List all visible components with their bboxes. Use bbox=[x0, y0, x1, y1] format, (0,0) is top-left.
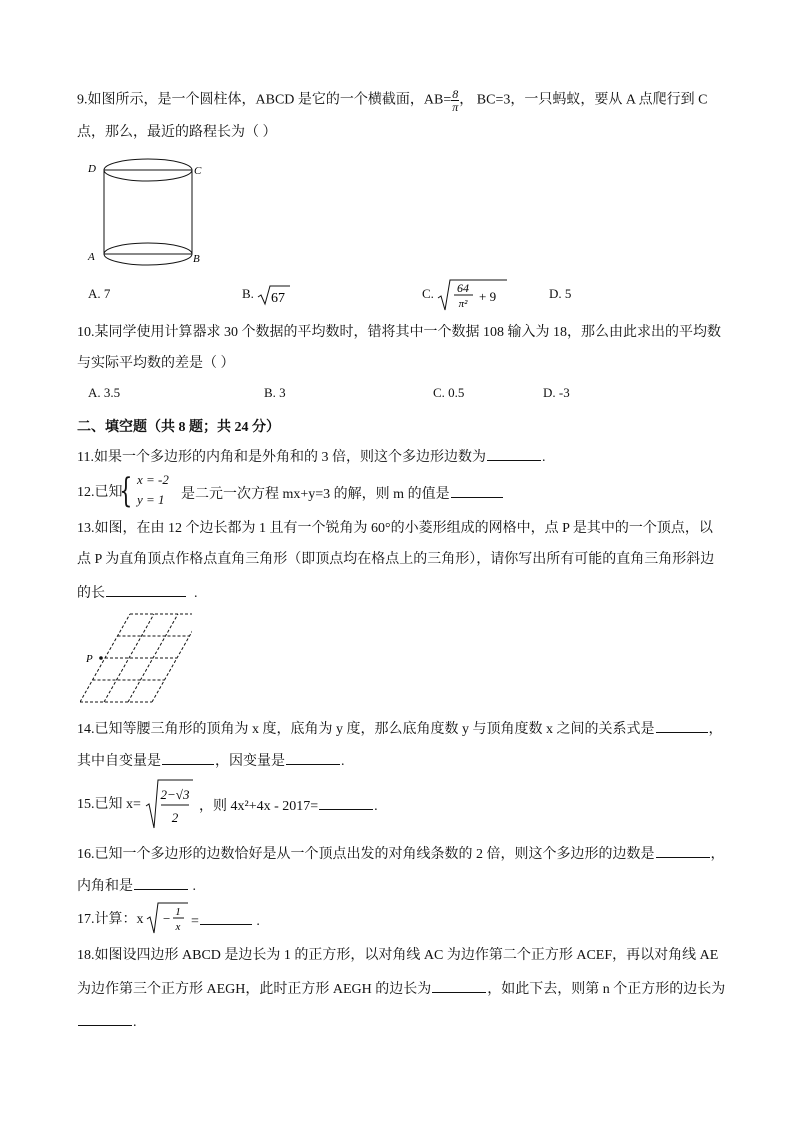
q16-line2-end: . bbox=[192, 879, 196, 894]
q17-radical bbox=[146, 901, 190, 935]
label-P: P bbox=[86, 653, 93, 665]
q17-blank bbox=[200, 910, 252, 925]
q18-line3 bbox=[77, 1011, 137, 1033]
q18-blank-nth bbox=[78, 1011, 132, 1026]
q10-option-b: B. 3 bbox=[264, 385, 286, 400]
label-B: B bbox=[193, 253, 200, 265]
q15-blank bbox=[319, 795, 373, 810]
q12-eq2: y = 1 bbox=[137, 492, 165, 507]
q15-radical bbox=[145, 778, 195, 830]
q18-line1: 18.如图设四边形 ABCD 是边长为 1 的正方形，以对角线 AC 为边作第二个正方形 ACEF，再以对角线 AE bbox=[77, 948, 719, 963]
point-P-dot bbox=[99, 656, 103, 660]
q16-line1 bbox=[77, 843, 725, 865]
svg-text:2: 2 bbox=[171, 810, 179, 825]
cylinder-bottom-front bbox=[104, 254, 192, 265]
q17-prefix: 17.计算：x bbox=[77, 912, 144, 927]
label-D: D bbox=[88, 163, 96, 175]
label-A: A bbox=[88, 251, 95, 263]
cylinder-bottom-back bbox=[104, 243, 192, 254]
q13-end: . bbox=[194, 586, 198, 601]
q9-option-c-prefix: C. bbox=[422, 285, 434, 301]
q14-text: 14.已知等腰三角形的顶角为 x 度，底角为 y 度，那么底角度数 y 与顶角度数 x 之间的关系式是 bbox=[77, 722, 655, 737]
cylinder-figure bbox=[84, 150, 214, 270]
q17-equals: = bbox=[191, 914, 199, 929]
q10-option-c: C. 0.5 bbox=[433, 385, 465, 400]
q14-blank-independent bbox=[162, 750, 214, 765]
q16-line2 bbox=[77, 875, 196, 897]
q9-ab-den: π bbox=[452, 100, 459, 114]
q11-end: . bbox=[541, 450, 546, 465]
svg-text:2−√3: 2−√3 bbox=[160, 787, 190, 802]
q14-line2-end: . bbox=[341, 754, 345, 769]
q14-blank-dependent bbox=[286, 750, 340, 765]
q13-line3 bbox=[77, 582, 198, 604]
q12-system bbox=[121, 470, 181, 514]
q14-line1 bbox=[77, 718, 723, 740]
q18-text-a: 为边作第三个正方形 AEGH，此时正方形 AEGH 的边长为 bbox=[77, 982, 432, 997]
q15-text: ，则 4x²+4x - 2017= bbox=[199, 799, 319, 814]
q12-tail bbox=[181, 483, 504, 505]
q16-blank-angle bbox=[134, 875, 188, 890]
q9-option-b-radical bbox=[257, 284, 291, 306]
svg-text:+ 9: + 9 bbox=[479, 289, 497, 304]
q12-eq1: x = -2 bbox=[137, 472, 169, 487]
q14-blank-relation bbox=[656, 718, 708, 733]
q18-line3-end: . bbox=[133, 1015, 137, 1030]
q13-blank bbox=[106, 582, 186, 597]
q12-prefix: 12.已知 bbox=[77, 485, 123, 500]
svg-text:1: 1 bbox=[175, 906, 181, 918]
q15-prefix: 15.已知 x= bbox=[77, 797, 141, 812]
section2-title: 二、填空题（共 8 题；共 24 分） bbox=[77, 420, 280, 435]
q17-tail bbox=[191, 910, 260, 932]
q9-option-b bbox=[242, 284, 291, 306]
q11-blank bbox=[487, 446, 541, 461]
svg-text:π²: π² bbox=[458, 298, 468, 310]
q14-text-dependent: ，因变量是 bbox=[215, 754, 285, 769]
svg-text:−: − bbox=[163, 911, 171, 926]
q11 bbox=[77, 446, 545, 468]
q9-line2: 点，那么，最近的路程长为（ ） bbox=[77, 125, 277, 140]
q14-text-independent: 其中自变量是 bbox=[77, 754, 161, 769]
q15-tail bbox=[199, 795, 378, 817]
q10-option-d: D. -3 bbox=[543, 385, 570, 400]
svg-text:67: 67 bbox=[271, 291, 286, 306]
q18-line2 bbox=[77, 978, 725, 1000]
q16-text: 16.已知一个多边形的边数恰好是从一个顶点出发的对角线条数的 2 倍，则这个多边形的边数是 bbox=[77, 847, 655, 862]
q14-line1-end: ， bbox=[708, 722, 723, 737]
q9-option-c-radical bbox=[437, 278, 509, 312]
svg-text:x: x bbox=[175, 921, 181, 933]
q12-blank bbox=[451, 483, 503, 498]
q10-option-a: A. 3.5 bbox=[88, 385, 121, 400]
q12-text: 是二元一次方程 mx+y=3 的解，则 m 的值是 bbox=[181, 487, 450, 502]
svg-text:64: 64 bbox=[457, 281, 470, 295]
q13-line1: 13.如图，在由 12 个边长都为 1 且有一个锐角为 60°的小菱形组成的网格中，点 P 是其中的一个顶点，以 bbox=[77, 521, 713, 536]
q16-text-angle: 内角和是 bbox=[77, 879, 133, 894]
q16-line1-end: ， bbox=[710, 847, 725, 862]
q9-option-b-prefix: B. bbox=[242, 285, 254, 301]
q9-ab-num: 8 bbox=[452, 87, 459, 101]
q18-blank-third bbox=[432, 978, 486, 993]
q13-text: 的长 bbox=[77, 586, 105, 601]
q14-line2 bbox=[77, 750, 345, 772]
q9-line1 bbox=[77, 88, 708, 113]
rhombus-grid-figure bbox=[80, 612, 192, 708]
q18-text-b: ，如此下去，则第 n 个正方形的边长为 bbox=[487, 982, 726, 997]
q9-text-a: 9.如图所示，是一个圆柱体，ABCD 是它的一个横截面，AB= bbox=[77, 92, 452, 108]
q16-blank-sides bbox=[656, 843, 710, 858]
q15-end: . bbox=[374, 799, 378, 814]
label-C: C bbox=[194, 165, 202, 177]
q9-option-d: D. 5 bbox=[549, 286, 572, 301]
q17-end: . bbox=[256, 914, 260, 929]
q9-text-b: ， BC=3，一只蚂蚁，要从 A 点爬行到 C bbox=[459, 92, 708, 108]
q9-option-c bbox=[422, 278, 509, 312]
q10-line2: 与实际平均数的差是（ ） bbox=[77, 356, 235, 371]
q9-option-a: A. 7 bbox=[88, 286, 111, 301]
q10-line1: 10.某同学使用计算器求 30 个数据的平均数时，错将其中一个数据 108 输入为 18，那么由此求出的平均数 bbox=[77, 325, 721, 340]
q12-brace: { bbox=[119, 471, 133, 511]
q11-text: 11.如果一个多边形的内角和是外角和的 3 倍，则这个多边形边数为 bbox=[77, 450, 486, 465]
q13-line2: 点 P 为直角顶点作格点直角三角形（即顶点均在格点上的三角形），请你写出所有可能的直角三角形斜边 bbox=[77, 552, 715, 567]
